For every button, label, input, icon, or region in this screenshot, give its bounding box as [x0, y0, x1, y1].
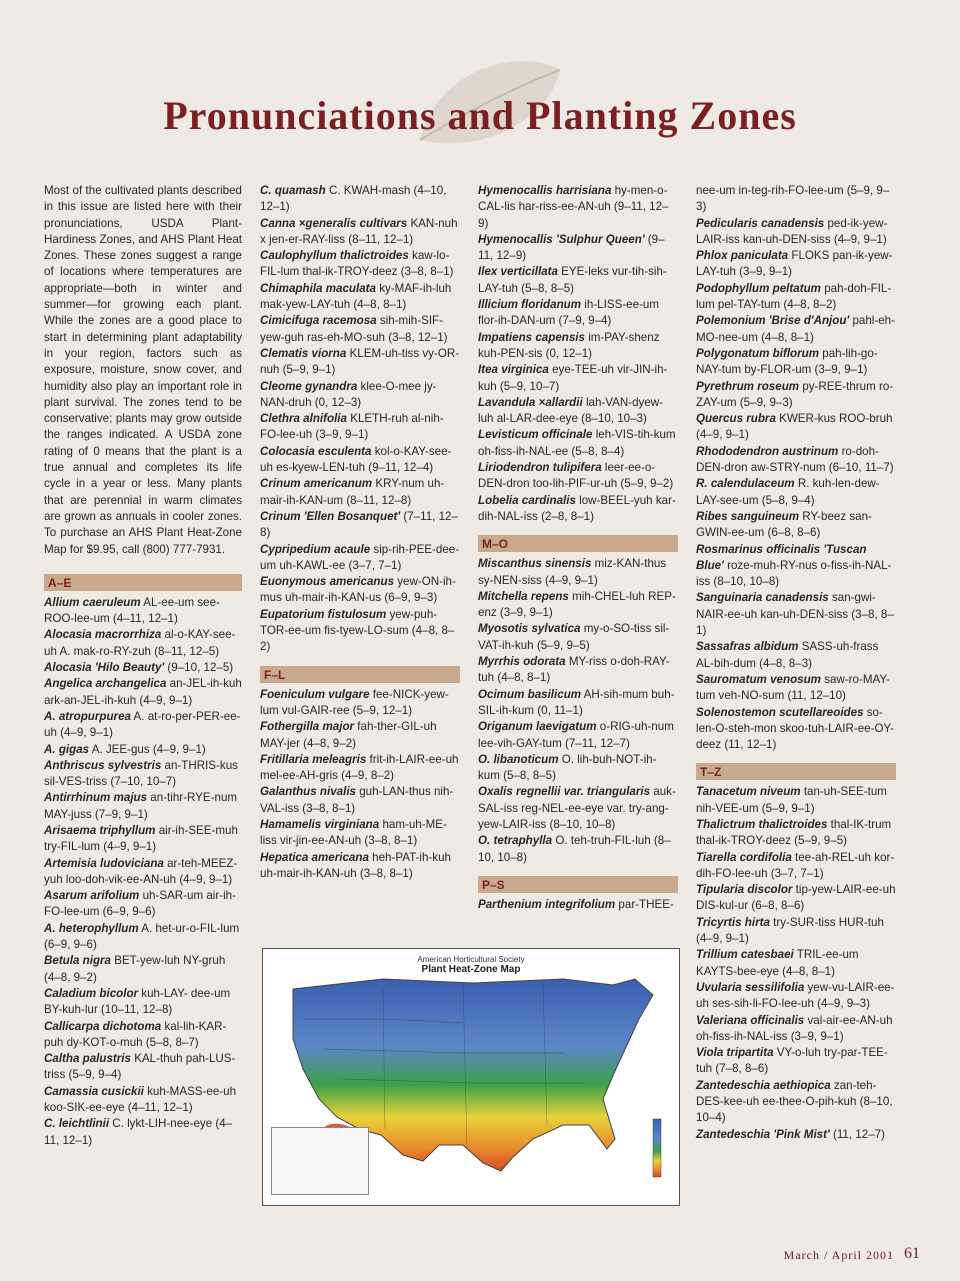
plant-name: Origanum laevigatum	[478, 720, 597, 734]
plant-pronunciation: C. lykt-LIH-nee-eye (4–11, 12–1)	[44, 1117, 233, 1147]
plant-name: Camassia cusickii	[44, 1084, 144, 1098]
plant-entry	[696, 476, 896, 509]
plant-pronunciation: thal-IK-trum thal-ik-TROY-deez (5–9, 9–5)	[696, 817, 892, 848]
plant-name: Uvularia sessilifolia	[696, 980, 805, 994]
plant-name: Quercus rubra	[696, 412, 776, 426]
plant-entry	[696, 509, 896, 542]
plant-entry	[478, 897, 678, 913]
plant-name: Polygonatum biflorum	[696, 346, 820, 360]
plant-entry	[696, 216, 896, 249]
plant-name: Chimaphila maculata	[260, 281, 376, 295]
plant-entry	[696, 705, 896, 754]
plant-pronunciation: o-RIG-uh-num lee-vih-GAY-tum (7–11, 12–7)	[478, 720, 674, 750]
plant-name: Fothergilla major	[260, 720, 355, 734]
plant-name: C. quamash	[260, 184, 326, 197]
plant-entry	[44, 823, 242, 856]
plant-name: Thalictrum thalictroides	[696, 817, 828, 831]
plant-name: Liriodendron tulipifera	[478, 461, 602, 475]
plant-pronunciation: hy-men-o-CAL-lis har-riss-ee-AN-uh (9–11, 12–9)	[478, 184, 669, 230]
plant-entry	[260, 784, 460, 817]
plant-pronunciation: sih-mih-SIF-yew-guh ras-eh-MO-suh (3–8, 12–1)	[260, 314, 448, 344]
plant-pronunciation: par-THEE-	[615, 897, 674, 911]
plant-name: Levisticum officinale	[478, 428, 593, 442]
plant-pronunciation: FLOKS pan-ik-yew-LAY-tuh (3–9, 9–1)	[696, 249, 893, 279]
plant-entry	[44, 595, 242, 628]
plant-name: Illicium floridanum	[478, 298, 582, 312]
plant-entry	[260, 313, 460, 346]
plant-pronunciation: R. kuh-len-dew-LAY-see-um (5–8, 9–4)	[696, 477, 880, 507]
plant-entry	[260, 411, 460, 444]
plant-entry	[696, 590, 896, 639]
plant-entry	[44, 1019, 242, 1052]
plant-name: Polemonium 'Brise d'Anjou'	[696, 314, 850, 328]
plant-name: Crinum americanum	[260, 477, 373, 491]
plant-entry	[260, 719, 460, 752]
plant-name: Eupatorium fistulosum	[260, 607, 387, 621]
plant-pronunciation: C. KWAH-mash (4–10, 12–1)	[260, 184, 447, 214]
plant-entry	[478, 493, 678, 526]
plant-name: Arisaema triphyllum	[44, 823, 156, 837]
page-title: Pronunciations and Planting Zones	[163, 93, 797, 138]
plant-entry	[696, 281, 896, 314]
plant-name: Tiarella cordifolia	[696, 850, 792, 864]
plant-entry	[696, 915, 896, 948]
plant-entry	[260, 216, 460, 249]
plant-name: Rosmarinus officinalis 'Tuscan Blue'	[696, 542, 867, 572]
plant-entry	[260, 183, 460, 216]
plant-entry	[44, 921, 242, 954]
plant-pronunciation: an-tihr-RYE-num MAY-juss (7–9, 9–1)	[44, 791, 238, 821]
plant-pronunciation: VY-o-luh try-par-TEE-tuh (7–8, 8–6)	[696, 1046, 888, 1076]
plant-name: Myosotis sylvatica	[478, 622, 581, 636]
plant-entry	[478, 395, 678, 428]
plant-pronunciation: pahl-eh-MO-nee-um (4–8, 8–1)	[696, 314, 895, 344]
plant-name: Myrrhis odorata	[478, 655, 566, 669]
plant-name: Lobelia cardinalis	[478, 493, 576, 507]
plant-name: Caulophyllum thalictroides	[260, 249, 409, 263]
plant-name: Fritillaria meleagris	[260, 752, 367, 766]
plant-entry	[478, 589, 678, 622]
plant-name: Sassafras albidum	[696, 640, 799, 654]
plant-name: Galanthus nivalis	[260, 785, 356, 799]
plant-pronunciation: roze-muh-RY-nus o-fiss-ih-NAL-iss (8–10, 10–8)	[696, 558, 892, 589]
section-heading-p-s: P–S	[478, 876, 678, 893]
plant-name: Clethra alnifolia	[260, 412, 347, 426]
plant-name: Trillium catesbaei	[696, 948, 794, 962]
plant-name: Alocasia 'Hilo Beauty'	[44, 661, 165, 675]
plant-name: Artemisia ludoviciana	[44, 856, 164, 870]
plant-entry	[696, 980, 896, 1013]
plant-pronunciation: tip-yew-LAIR-ee-uh DIS-kul-ur (6–8, 8–6)	[696, 883, 896, 913]
plant-name: Tipularia discolor	[696, 883, 793, 897]
plant-pronunciation: A. het-ur-o-FIL-lum (6–9, 9–6)	[44, 921, 240, 952]
column-4	[696, 183, 896, 1143]
plant-pronunciation: BET-yew-luh NY-gruh (4–8, 9–2)	[44, 954, 226, 984]
plant-pronunciation: AL-ee-um see-ROO-lee-um (4–11, 12–1)	[44, 595, 220, 626]
plant-pronunciation: yew-ON-ih-mus uh-mair-ih-KAN-us (6–9, 9–3)	[260, 575, 456, 605]
plant-pronunciation: KAL-thuh pah-LUS-triss (5–9, 9–4)	[44, 1052, 236, 1082]
plant-pronunciation: pah-lih-go-NAY-tum by-FLOR-um (3–9, 9–1)	[696, 346, 878, 377]
plant-pronunciation: auk-SAL-iss reg-NEL-ee-eye var. try-ang-yew-LAIR-iss (8–10, 10–8)	[478, 785, 676, 831]
plant-entry	[696, 444, 896, 477]
plant-pronunciation: pah-doh-FIL-lum pel-TAY-tum (4–8, 8–2)	[696, 281, 892, 312]
plant-name: O. libanoticum	[478, 752, 559, 766]
plant-entry	[260, 379, 460, 412]
plant-pronunciation: im-PAY-shenz kuh-PEN-sis (0, 12–1)	[478, 330, 660, 360]
plant-name: Antirrhinum majus	[44, 791, 148, 805]
plant-entry	[260, 281, 460, 314]
plant-name: Solenostemon scutellareoides	[696, 705, 864, 719]
plant-entry	[44, 790, 242, 823]
plant-pronunciation: KWER-kus ROO-bruh (4–9, 9–1)	[696, 412, 893, 442]
plant-pronunciation: A. at-ro-per-PER-ee-uh (4–9, 9–1)	[44, 709, 241, 740]
plant-pronunciation: EYE-leks vur-tih-sih-LAY-tuh (5–8, 8–5)	[478, 265, 667, 295]
plant-pronunciation: kol-o-KAY-see-uh es-kyew-LEN-tuh (9–11, 12–4)	[260, 444, 452, 475]
plant-pronunciation: san-gwi-NAIR-ee-uh kan-uh-DEN-siss (3–8, 8–1)	[696, 591, 894, 638]
plant-name: Lavandula ×allardii	[478, 395, 583, 409]
plant-entry	[478, 833, 678, 866]
plant-name: Rhododendron austrinum	[696, 444, 839, 458]
plant-pronunciation: (7–11, 12–8)	[260, 509, 458, 540]
map-legend-box	[271, 1127, 369, 1195]
plant-entry	[44, 758, 242, 791]
plant-pronunciation: heh-PAT-ih-kuh uh-mair-ih-KAN-uh (3–8, 8–1)	[260, 850, 451, 880]
plant-entry	[260, 574, 460, 607]
plant-pronunciation: KAN-nuh x jen-er-RAY-liss (8–11, 12–1)	[260, 216, 458, 246]
plant-pronunciation: yew-puh-TOR-ee-um fis-tyew-LO-sum (4–8, 8–2)	[260, 607, 455, 654]
plant-pronunciation: ar-teh-MEEZ-yuh loo-doh-vik-ee-AN-uh (4–9, 9–1)	[44, 856, 238, 886]
plant-entry	[478, 687, 678, 720]
plant-entry	[696, 248, 896, 281]
plant-entry	[260, 752, 460, 785]
plant-entry	[478, 232, 678, 265]
plant-pronunciation: O. teh-truh-FIL-luh (8–10, 10–8)	[478, 834, 671, 864]
plant-name: Betula nigra	[44, 954, 111, 968]
plant-entry	[696, 411, 896, 444]
plant-pronunciation: O. lih-buh-NOT-ih-kum (5–8, 8–5)	[478, 752, 657, 783]
plant-entry	[260, 817, 460, 850]
plant-pronunciation: KLETH-ruh al-nih-FO-lee-uh (3–9, 9–1)	[260, 412, 444, 442]
plant-pronunciation: sip-rih-PEE-dee-um uh-KAWL-ee (3–7, 7–1)	[260, 542, 460, 572]
plant-entry	[696, 313, 896, 346]
plant-pronunciation: an-JEL-ih-kuh ark-an-JEL-ih-kuh (4–9, 9–1)	[44, 677, 242, 707]
plant-entry	[260, 476, 460, 509]
plant-name: Ilex verticillata	[478, 265, 558, 279]
plant-name: Podophyllum peltatum	[696, 281, 821, 295]
plant-pronunciation: tan-uh-SEE-tum nih-VEE-um (5–9, 9–1)	[696, 785, 887, 815]
plant-entry	[44, 676, 242, 709]
plant-name: Hamamelis virginiana	[260, 817, 380, 831]
plant-entry	[478, 752, 678, 785]
plant-entry	[260, 248, 460, 281]
plant-name: Cleome gynandra	[260, 379, 358, 393]
entry-list	[260, 183, 460, 656]
plant-name: Caltha palustris	[44, 1052, 131, 1066]
plant-entry	[44, 709, 242, 742]
plant-pronunciation: KRY-num uh-mair-ih-KAN-um (8–11, 12–8)	[260, 477, 445, 507]
heat-zone-map	[262, 948, 680, 1206]
column-3	[478, 183, 678, 913]
plant-name: Callicarpa dichotoma	[44, 1019, 162, 1033]
plant-entry	[696, 672, 896, 705]
plant-pronunciation: RY-beez san-GWIN-ee-um (6–8, 8–6)	[696, 509, 872, 540]
plant-entry	[696, 183, 896, 216]
plant-name: Tricyrtis hirta	[696, 915, 770, 929]
plant-name: Foeniculum vulgare	[260, 687, 370, 701]
entry-list	[696, 784, 896, 1143]
plant-entry	[478, 784, 678, 833]
plant-name: Phlox paniculata	[696, 249, 789, 263]
plant-name: Sauromatum venosum	[696, 672, 821, 686]
plant-entry	[696, 1045, 896, 1078]
plant-name: Valeriana officinalis	[696, 1013, 805, 1027]
plant-pronunciation: lah-VAN-dyew-luh al-LAR-dee-eye (8–10, 10–3)	[478, 395, 664, 426]
plant-name: Ribes sanguineum	[696, 509, 800, 523]
issue-date: March / April 2001	[783, 1248, 894, 1262]
plant-name: Angelica archangelica	[44, 677, 167, 691]
plant-name: Hepatica americana	[260, 850, 369, 864]
plant-entry	[478, 621, 678, 654]
plant-pronunciation: ih-LISS-ee-um flor-ih-DAN-um (7–9, 9–4)	[478, 298, 660, 328]
plant-entry	[44, 953, 242, 986]
plant-entry	[696, 817, 896, 850]
plant-pronunciation: leh-VIS-tih-kum oh-fiss-ih-NAL-ee (5–8, 8–4)	[478, 428, 676, 458]
plant-name: Asarum arifolium	[44, 889, 140, 903]
plant-pronunciation: klee-O-mee jy-NAN-druh (0, 12–3)	[260, 379, 437, 409]
plant-name: C. leichtlinii	[44, 1117, 110, 1131]
plant-pronunciation: so-len-O-steh-mon skoo-tuh-LAIR-ee-OY-deez (11, 12–1)	[696, 705, 895, 752]
plant-name: Clematis viorna	[260, 346, 347, 360]
plant-entry	[696, 882, 896, 915]
plant-name: A. gigas	[44, 742, 90, 756]
plant-name: Cimicifuga racemosa	[260, 314, 377, 328]
plant-pronunciation: miz-KAN-thus sy-NEN-siss (4–9, 9–1)	[478, 557, 667, 587]
plant-name: Tanacetum niveum	[696, 785, 801, 799]
plant-pronunciation: ky-MAF-ih-luh mak-yew-LAY-tuh (4–8, 8–1)	[260, 281, 452, 312]
plant-pronunciation: ham-uh-ME-liss vir-jin-ee-AN-uh (3–8, 8–1)	[260, 817, 447, 848]
plant-pronunciation: leer-ee-o-DEN-dron too-lih-PIF-ur-uh (5–9, 9–2)	[478, 461, 674, 491]
plant-name: Hymenocallis harrisiana	[478, 184, 612, 197]
plant-name: Zantedeschia aethiopica	[696, 1078, 831, 1092]
entry-list	[478, 897, 678, 913]
plant-entry	[478, 297, 678, 330]
plant-entry	[478, 427, 678, 460]
plant-entry	[260, 687, 460, 720]
plant-pronunciation: mih-CHEL-luh REP-enz (3–9, 9–1)	[478, 589, 676, 620]
entry-list	[44, 595, 242, 1149]
plant-entry	[696, 639, 896, 672]
plant-entry	[44, 1116, 242, 1149]
plant-pronunciation: val-air-ee-AN-uh oh-fiss-ih-NAL-iss (3–9, 9–1)	[696, 1013, 893, 1043]
entry-list	[478, 556, 678, 866]
plant-pronunciation: SASS-uh-frass AL-bih-dum (4–8, 8–3)	[696, 640, 879, 670]
plant-entry	[478, 556, 678, 589]
entry-list	[260, 687, 460, 883]
plant-name: Viola tripartita	[696, 1046, 774, 1060]
plant-pronunciation: yew-vu-LAIR-ee-uh ses-sih-li-FO-lee-uh (4–9, 9–3)	[696, 980, 895, 1011]
plant-entry	[696, 1013, 896, 1046]
intro-paragraph: Most of the cultivated plants described in this issue are listed here with their pronunciations, USDA Plant-Hardiness Zones, and AHS Plant Heat Zones. These zones suggest a range of locations where temperatures are appropriate—both in winter and summer—for growing each plant. While the zones are a good place to start in determining plant adaptability in your region, factors such as exposure, moisture, snow cover, and humidity also play an important role in plant survival. The zones tend to be conservative; plants may grow outside the ranges indicated. A USDA zone rating of 0 means that the plant is a true annual and completes its life cycle in a year or less. Many plants that are perennial in warm climates are grown as annuals in cooler zones. To purchase an AHS Plant Heat-Zone Map for $9.95, call (800) 777-7931.	[44, 184, 242, 556]
map-title: Plant Heat-Zone Map	[421, 964, 521, 975]
plant-entry	[260, 607, 460, 656]
entry-list	[696, 183, 896, 753]
plant-entry	[44, 1051, 242, 1084]
plant-pronunciation: (11, 12–7)	[829, 1127, 885, 1141]
plant-entry	[44, 627, 242, 660]
plant-name: Ocimum basilicum	[478, 687, 582, 701]
plant-entry	[260, 509, 460, 542]
plant-pronunciation: an-THRIS-kus sil-VES-triss (7–10, 10–7)	[44, 758, 238, 789]
plant-pronunciation: my-o-SO-tiss sil-VAT-ih-kuh (5–9, 9–5)	[478, 622, 670, 652]
plant-pronunciation: fah-ther-GIL-uh MAY-jer (4–8, 9–2)	[260, 720, 437, 750]
plant-pronunciation: (9–11, 12–9)	[478, 232, 665, 263]
plant-name: Zantedeschia 'Pink Mist'	[696, 1127, 830, 1141]
plant-name: A. heterophyllum	[44, 921, 139, 935]
plant-entry	[478, 183, 678, 232]
plant-entry	[44, 856, 242, 889]
plant-pronunciation: (9–10, 12–5)	[164, 661, 234, 675]
plant-pronunciation: kuh-LAY- dee-um BY-kuh-lur (10–11, 12–8)	[44, 986, 231, 1017]
plant-pronunciation: MY-riss o-doh-RAY-tuh (4–8, 8–1)	[478, 655, 670, 685]
plant-name: Canna ×generalis cultivars	[260, 216, 408, 230]
plant-entry	[696, 1127, 896, 1143]
plant-entry	[44, 742, 242, 758]
plant-entry	[44, 986, 242, 1019]
column-1	[44, 183, 242, 1149]
entry-list	[478, 183, 678, 525]
plant-entry	[696, 1078, 896, 1127]
plant-entry	[478, 460, 678, 493]
plant-name: Sanguinaria canadensis	[696, 591, 829, 605]
plant-pronunciation: AH-sih-mum buh-SIL-ih-kum (0, 11–1)	[478, 687, 675, 717]
plant-pronunciation: kuh-MASS-ee-uh koo-SIK-ee-eye (4–11, 12–1)	[44, 1084, 237, 1115]
plant-name: R. calendulaceum	[696, 477, 795, 491]
plant-entry	[696, 850, 896, 883]
plant-pronunciation: try-SUR-tiss HUR-tuh (4–9, 9–1)	[696, 915, 884, 946]
plant-entry	[478, 330, 678, 363]
plant-pronunciation: air-ih-SEE-muh try-FIL-lum (4–9, 9–1)	[44, 823, 238, 854]
plant-entry	[44, 1084, 242, 1117]
plant-entry	[478, 264, 678, 297]
plant-name: Cypripedium acaule	[260, 542, 371, 556]
plant-name: Itea virginica	[478, 363, 549, 377]
plant-entry	[260, 542, 460, 575]
plant-pronunciation: al-o-KAY-see-uh A. mak-ro-RY-zuh (8–11, 12–5)	[44, 628, 236, 658]
plant-name: Colocasia esculenta	[260, 444, 372, 458]
plant-pronunciation: nee-um in-teg-rih-FO-lee-um (5–9, 9–3)	[696, 184, 890, 214]
plant-name: Euonymous americanus	[260, 575, 395, 589]
plant-name: Crinum 'Ellen Bosanquet'	[260, 509, 401, 523]
section-heading-a-e: A–E	[44, 574, 242, 591]
section-heading-f-l: F–L	[260, 666, 460, 683]
plant-name: Allium caeruleum	[44, 595, 141, 609]
plant-pronunciation: fee-NICK-yew-lum vul-GAIR-ree (5–9, 12–1)	[260, 687, 449, 717]
plant-pronunciation: eye-TEE-uh vir-JIN-ih-kuh (5–9, 10–7)	[478, 363, 668, 393]
plant-name: A. atropurpurea	[44, 709, 131, 723]
plant-name: Mitchella repens	[478, 589, 569, 603]
plant-entry	[260, 444, 460, 477]
plant-pronunciation: kaw-lo-FIL-lum thal-ik-TROY-deez (3–8, 8–1)	[260, 249, 454, 279]
page-number: 61	[904, 1245, 920, 1262]
plant-pronunciation: zan-teh-DES-kee-uh ee-thee-O-pih-kuh (8–10, 10–4)	[696, 1078, 893, 1125]
plant-entry	[44, 660, 242, 676]
plant-entry	[478, 719, 678, 752]
plant-entry	[478, 654, 678, 687]
plant-pronunciation: TRIL-ee-um KAYTS-bee-eye (4–8, 8–1)	[696, 948, 859, 978]
column-2	[260, 183, 460, 882]
plant-name: Impatiens capensis	[478, 330, 585, 344]
plant-entry	[260, 346, 460, 379]
plant-name: Alocasia macrorrhiza	[44, 628, 162, 642]
map-org-label: American Horticultural Society	[417, 955, 525, 964]
plant-entry	[260, 850, 460, 883]
plant-pronunciation: py-REE-thrum ro-ZAY-um (5–9, 9–3)	[696, 379, 894, 409]
section-heading-t-z: T–Z	[696, 763, 896, 780]
plant-entry	[478, 362, 678, 395]
plant-pronunciation: tee-ah-REL-uh kor-dih-FO-lee-uh (3–7, 7–1)	[696, 850, 895, 880]
plant-name: Hymenocallis 'Sulphur Queen'	[478, 232, 645, 246]
plant-entry	[696, 379, 896, 412]
plant-pronunciation: saw-ro-MAY-tum veh-NO-sum (11, 12–10)	[696, 672, 890, 703]
plant-name: Parthenium integrifolium	[478, 897, 616, 911]
plant-entry	[696, 346, 896, 379]
plant-pronunciation: low-BEEL-yuh kar-dih-NAL-iss (2–8, 8–1)	[478, 493, 676, 523]
plant-pronunciation: uh-SAR-um air-ih-FO-lee-um (6–9, 9–6)	[44, 889, 236, 919]
plant-entry	[696, 542, 896, 591]
plant-entry	[44, 888, 242, 921]
plant-name: Pedicularis canadensis	[696, 216, 825, 230]
plant-pronunciation: ro-doh-DEN-dron aw-STRY-num (6–10, 11–7)	[696, 444, 894, 475]
plant-name: Caladium bicolor	[44, 986, 139, 1000]
plant-name: Anthriscus sylvestris	[44, 758, 162, 772]
plant-pronunciation: ped-ik-yew-LAIR-iss kan-uh-DEN-siss (4–9, 9–1)	[696, 216, 888, 246]
plant-name: O. tetraphylla	[478, 834, 553, 848]
section-heading-m-o: M–O	[478, 535, 678, 552]
plant-name: Miscanthus sinensis	[478, 557, 592, 571]
plant-pronunciation: A. JEE-gus (4–9, 9–1)	[89, 742, 206, 756]
plant-entry	[696, 947, 896, 980]
plant-pronunciation: KLEM-uh-tiss vy-OR-nuh (5–9, 9–1)	[260, 346, 460, 377]
plant-name: Oxalis regnellii var. triangularis	[478, 785, 651, 799]
plant-entry	[696, 784, 896, 817]
plant-pronunciation: kal-lih-KAR-puh dy-KOT-o-muh (5–8, 8–7)	[44, 1019, 227, 1049]
plant-name: Pyrethrum roseum	[696, 379, 800, 393]
plant-pronunciation: frit-ih-LAIR-ee-uh mel-ee-AH-gris (4–9, 8–2)	[260, 752, 459, 783]
plant-pronunciation: guh-LAN-thus nih-VAL-iss (3–8, 8–1)	[260, 785, 454, 815]
